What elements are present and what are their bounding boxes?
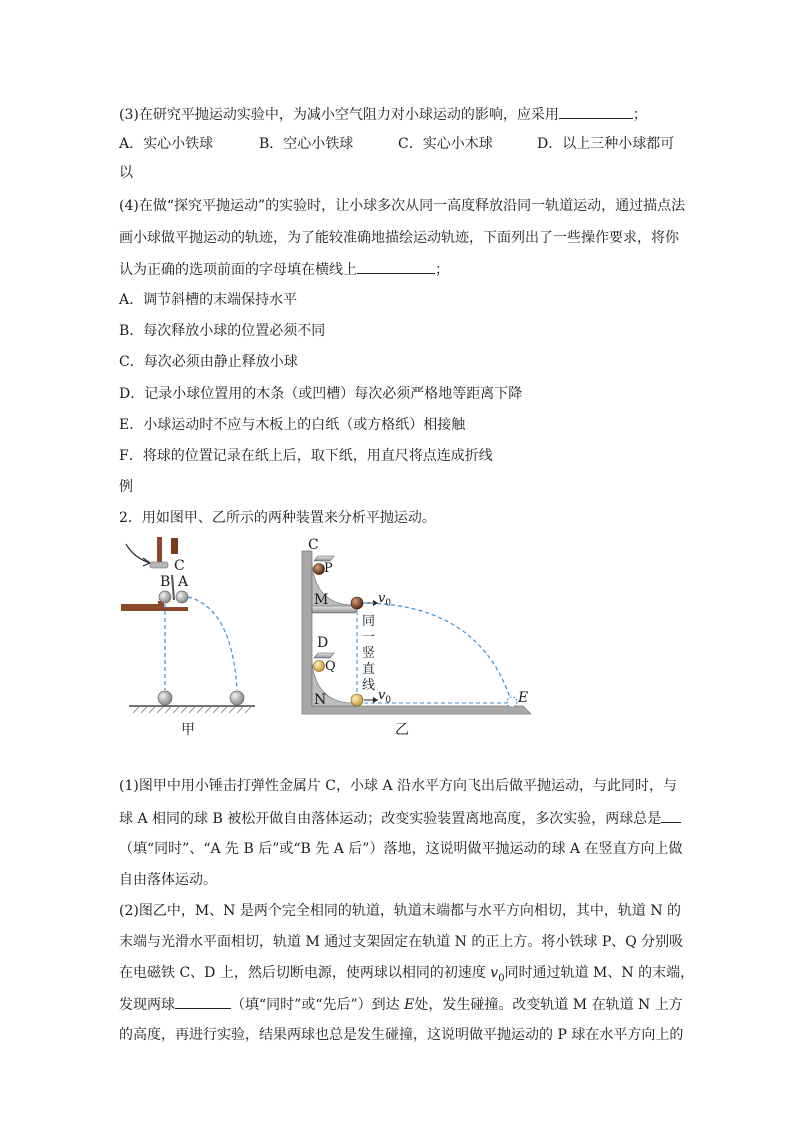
q4-option-a: A．调节斜槽的末端保持水平 xyxy=(119,292,298,308)
q4-option-c: C．每次必须由静止释放小球 xyxy=(119,354,298,370)
yi-vertical-note xyxy=(362,614,376,694)
q3-stem-text: (3)在研究平抛运动实验中，为减小空气阻力对小球运动的影响，应采用 xyxy=(119,107,559,123)
ball-q xyxy=(314,661,325,672)
p1-answer-blank[interactable] xyxy=(661,808,681,823)
q3-option-c: C．实心小木球 xyxy=(398,136,493,152)
figure-jia xyxy=(121,537,255,713)
yi-v0-bottom xyxy=(378,688,391,709)
p2-line-4-a: 发现两球 xyxy=(119,997,175,1013)
q2-intro: 2．用如图甲、乙所示的两种装置来分析平抛运动。 xyxy=(119,510,436,526)
q4-option-b: B．每次释放小球的位置必须不同 xyxy=(119,323,326,339)
p2-answer-blank[interactable] xyxy=(175,994,231,1009)
yi-vertical-note-char: 竖 xyxy=(362,646,376,661)
projectile-path xyxy=(188,597,237,690)
p2-line-3-b: 同时通过轨道 M、N 的末端， xyxy=(504,965,695,981)
collision-point-e xyxy=(507,697,517,707)
example-label: 例 xyxy=(119,479,133,495)
yi-label-c: C xyxy=(308,537,319,553)
q3-stem-tail: ； xyxy=(632,107,647,123)
jia-caption: 甲 xyxy=(181,722,195,738)
q3-option-d-wrap: 以 xyxy=(119,165,133,181)
yi-label-q: Q xyxy=(325,659,336,674)
p2-v0-v: v xyxy=(490,965,499,981)
yi-label-m: M xyxy=(314,592,329,608)
q3-option-a: A．实心小铁球 xyxy=(119,136,214,152)
yi-vertical-note-char: 同 xyxy=(362,614,376,629)
q4-line-3-text: 认为正确的选项前面的字母填在横线上 xyxy=(119,262,357,278)
yi-vertical-note-char: 直 xyxy=(362,662,376,677)
ball-p xyxy=(314,564,325,575)
p1-line-2-text: 球 A 相同的球 B 被松开做自由落体运动；改变实验装置离地高度，多次实验，两球总是 xyxy=(119,811,662,827)
q4-line-2: 画小球做平抛运动的轨迹，为了能较准确地描绘运动轨迹，下面列出了一些操作要求，将你 xyxy=(119,230,679,246)
q4-line-1: (4)在做“探究平抛运动”的实验时，让小球多次从同一高度释放沿同一轨道运动，通过描点法 xyxy=(119,198,686,214)
jia-label-c: C xyxy=(174,558,185,574)
p1-line-3: （填“同时”、“A 先 B 后”或“B 先 A 后”）落地，这说明做平抛运动的球 A 在竖直方向上做 xyxy=(119,841,683,857)
p1-line-2 xyxy=(119,808,681,829)
ball-a xyxy=(176,591,188,603)
yi-v0-bottom-v: v xyxy=(378,688,386,703)
figure-yi xyxy=(302,551,531,714)
p2-line-4-c: 处，发生碰撞。改变轨道 M 在轨道 N 上方 xyxy=(414,997,683,1013)
yi-v0-top-v: v xyxy=(378,591,386,606)
p2-line-3 xyxy=(119,963,694,989)
yi-caption: 乙 xyxy=(395,722,409,738)
yi-vertical-note-char: 线 xyxy=(362,678,376,693)
p2-line-5: 的高度，再进行实验，结果两球也总是发生碰撞，这说明做平抛运动的 P 球在水平方向上的 xyxy=(119,1027,684,1043)
jia-label-b: B xyxy=(160,574,171,590)
p1-line-4: 自由落体运动。 xyxy=(119,872,217,888)
p2-line-4-b: （填“同时”或“先后”）到达 xyxy=(231,997,405,1013)
q4-option-d: D．记录小球位置用的木条（或凹槽）每次必须严格地等距离下降 xyxy=(119,386,523,402)
jia-label-a: A xyxy=(178,574,189,590)
yi-label-e: E xyxy=(518,690,529,706)
hammer-icon xyxy=(157,537,162,562)
yi-label-d: D xyxy=(317,635,329,651)
yi-vertical-note-char: 一 xyxy=(362,630,376,645)
p2-line-2: 末端与光滑水平面相切，轨道 M 通过支架固定在轨道 N 的正上方。将小铁球 P、Q 分别吸 xyxy=(119,934,684,950)
electromagnet-d xyxy=(314,653,334,658)
projectile-path-p xyxy=(363,603,511,701)
wall-and-floor xyxy=(302,551,531,714)
p2-line-4-e: E xyxy=(404,997,415,1013)
q3-option-d: D．以上三种小球都可 xyxy=(537,136,675,152)
yi-v0-top-sub: 0 xyxy=(385,598,392,609)
yi-v0-top xyxy=(378,591,391,612)
q4-option-e: E．小球运动时不应与木板上的白纸（或方格纸）相接触 xyxy=(119,417,466,433)
q3-option-b: B．空心小铁球 xyxy=(259,136,354,152)
p2-v0-sub: 0 xyxy=(498,972,505,984)
p2-line-4 xyxy=(119,994,683,1015)
p2-line-3-a: 在电磁铁 C、D 上，然后切断电源，使两球以相同的初速度 xyxy=(119,965,491,981)
yi-v0-bottom-sub: 0 xyxy=(385,695,392,706)
p1-line-1: (1)图甲中用小锤击打弹性金属片 C，小球 A 沿水平方向飞出后做平抛运动，与此同时，与 xyxy=(119,778,678,794)
yi-label-p: P xyxy=(324,561,333,576)
p2-line-1: (2)图乙中，M、N 是两个完全相同的轨道，轨道末端都与水平方向相切，其中，轨道 N 的 xyxy=(119,903,682,919)
q4-line-3-tail: ； xyxy=(435,262,449,278)
q4-option-f: F．将球的位置记录在纸上后，取下纸，用直尺将点连成折线 xyxy=(119,448,493,464)
ball-b xyxy=(159,591,171,603)
yi-label-n: N xyxy=(314,692,327,708)
